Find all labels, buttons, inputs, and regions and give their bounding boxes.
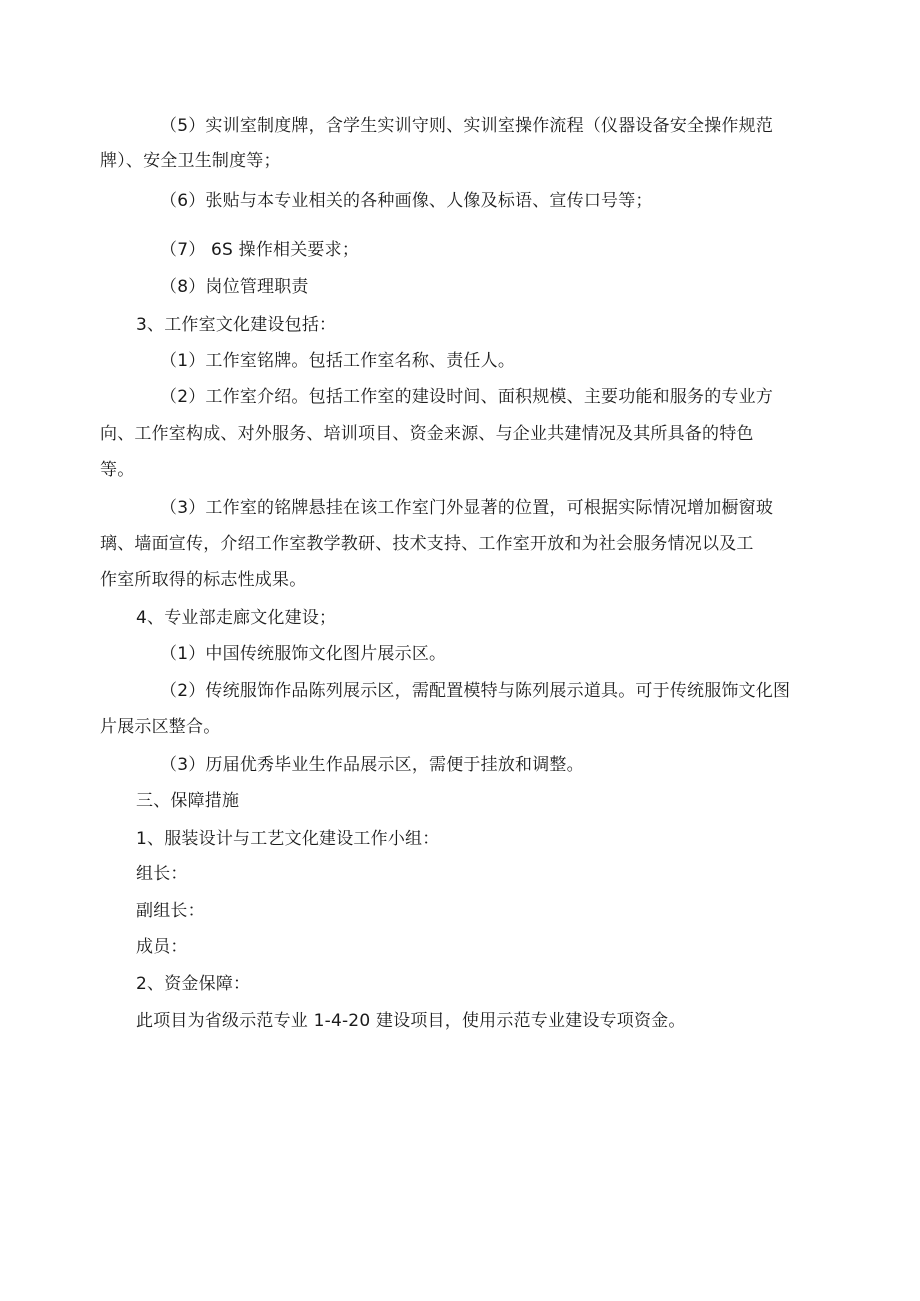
paragraph-line: 向、工作室构成、对外服务、培训项目、资金来源、与企业共建情况及其所具备的特色 xyxy=(100,424,754,444)
section-heading: 4、专业部走廊文化建设； xyxy=(136,608,337,628)
paragraph-line: （7） 6S 操作相关要求； xyxy=(160,240,360,260)
paragraph-line: （3）历届优秀毕业生作品展示区，需便于挂放和调整。 xyxy=(160,755,584,775)
paragraph-line: （1）中国传统服饰文化图片展示区。 xyxy=(160,644,447,664)
paragraph-line: 成员： xyxy=(136,937,188,957)
paragraph-line: （5）实训室制度牌，含学生实训守则、实训室操作流程（仪器设备安全操作规范 xyxy=(160,116,774,136)
paragraph-line: 牌）、安全卫生制度等； xyxy=(100,151,281,171)
paragraph-line: 璃、墙面宣传，介绍工作室教学教研、技术支持、工作室开放和为社会服务情况以及工 xyxy=(100,534,754,554)
section-heading: 3、工作室文化建设包括： xyxy=(136,315,337,335)
paragraph-line: 等。 xyxy=(100,460,135,480)
paragraph-line: 组长： xyxy=(136,864,188,884)
paragraph-line: （8）岗位管理职责 xyxy=(160,277,309,297)
paragraph-line: （1）工作室铭牌。包括工作室名称、责任人。 xyxy=(160,351,516,371)
paragraph-line: 副组长： xyxy=(136,901,205,921)
paragraph-line: 此项目为省级示范专业 1-4-20 建设项目，使用示范专业建设专项资金。 xyxy=(136,1011,686,1031)
paragraph-line: 作室所取得的标志性成果。 xyxy=(100,570,307,590)
paragraph-line: 片展示区整合。 xyxy=(100,717,221,737)
paragraph-line: （3）工作室的铭牌悬挂在该工作室门外显著的位置，可根据实际情况增加橱窗玻 xyxy=(160,498,774,518)
paragraph-line: （2）工作室介绍。包括工作室的建设时间、面积规模、主要功能和服务的专业方 xyxy=(160,387,774,407)
paragraph-line: （2）传统服饰作品陈列展示区，需配置模特与陈列展示道具。可于传统服饰文化图 xyxy=(160,681,791,701)
paragraph-line: （6）张贴与本专业相关的各种画像、人像及标语、宣传口号等； xyxy=(160,191,653,211)
section-heading: 2、资金保障： xyxy=(136,974,251,994)
section-heading: 1、服装设计与工艺文化建设工作小组： xyxy=(136,829,440,849)
section-heading: 三、保障措施 xyxy=(136,791,240,811)
